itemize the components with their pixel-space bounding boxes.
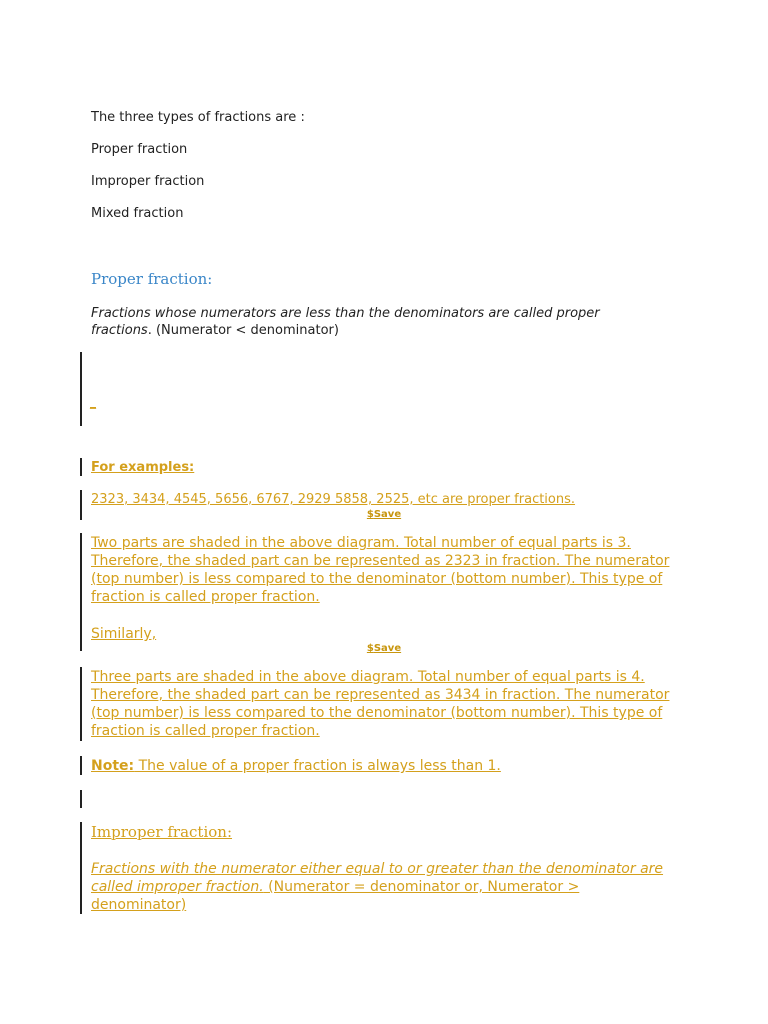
quote-bar [80, 756, 82, 775]
quote-bar [80, 458, 82, 476]
improper-definition-italic: Fractions with the numerator either equal to or greater than the denominator are called improper fraction. [91, 861, 664, 895]
type-proper: Proper fraction [91, 142, 188, 157]
proper-heading: Proper fraction: [91, 270, 213, 288]
intro-line: The three types of fractions are : [91, 110, 305, 125]
quote-bar [80, 667, 82, 741]
quote-bar [80, 790, 82, 808]
note-label: Note: [91, 758, 135, 774]
proper-definition-italic: Fractions whose numerators are less than the denominators are called proper fractions [91, 306, 600, 338]
type-improper: Improper fraction [91, 174, 205, 189]
note-line[interactable] [91, 757, 501, 775]
proper-para-1[interactable]: Two parts are shaded in the above diagram. Total number of equal parts is 3. Therefore, the shaded part can be represented as 2323 in fraction. The numerator (top number) is less compared to the denominator (bottom number). This type of fraction is called proper fraction. [91, 535, 670, 605]
save-link-1[interactable] [360, 509, 408, 520]
type-mixed: Mixed fraction [91, 206, 184, 221]
quote-bar [80, 533, 82, 651]
proper-para-2[interactable]: Three parts are shaded in the above diagram. Total number of equal parts is 4. Therefore, the shaded part can be represented as 3434 in fraction. The numerator (top number) is less compared to the denominator (bottom number). This type of fraction is called proper fraction. [91, 669, 670, 739]
save-icon: $ [366, 643, 374, 654]
save-icon: $ [366, 509, 374, 520]
proper-definition-plain: . (Numerator < denominator) [147, 323, 339, 338]
improper-definition-plain: (Numerator = denominator or, Numerator > denominator) [91, 879, 580, 913]
save-label: Save [373, 509, 402, 520]
save-link-2[interactable] [360, 643, 408, 654]
improper-definition[interactable] [91, 860, 671, 914]
dash-link[interactable]: _ [90, 395, 96, 409]
examples-title[interactable]: For examples: [91, 460, 195, 475]
improper-heading[interactable]: Improper fraction: [91, 823, 233, 841]
proper-definition [91, 305, 621, 339]
quote-bar [80, 490, 82, 520]
quote-bar [80, 822, 82, 914]
save-label: Save [373, 643, 402, 654]
quote-bar [80, 352, 82, 426]
note-text: The value of a proper fraction is always less than 1. [134, 758, 501, 774]
similarly-text[interactable]: Similarly, [91, 626, 157, 642]
examples-text[interactable]: 2323, 3434, 4545, 5656, 6767, 2929 5858, 2525, etc are proper fractions. [91, 492, 576, 507]
